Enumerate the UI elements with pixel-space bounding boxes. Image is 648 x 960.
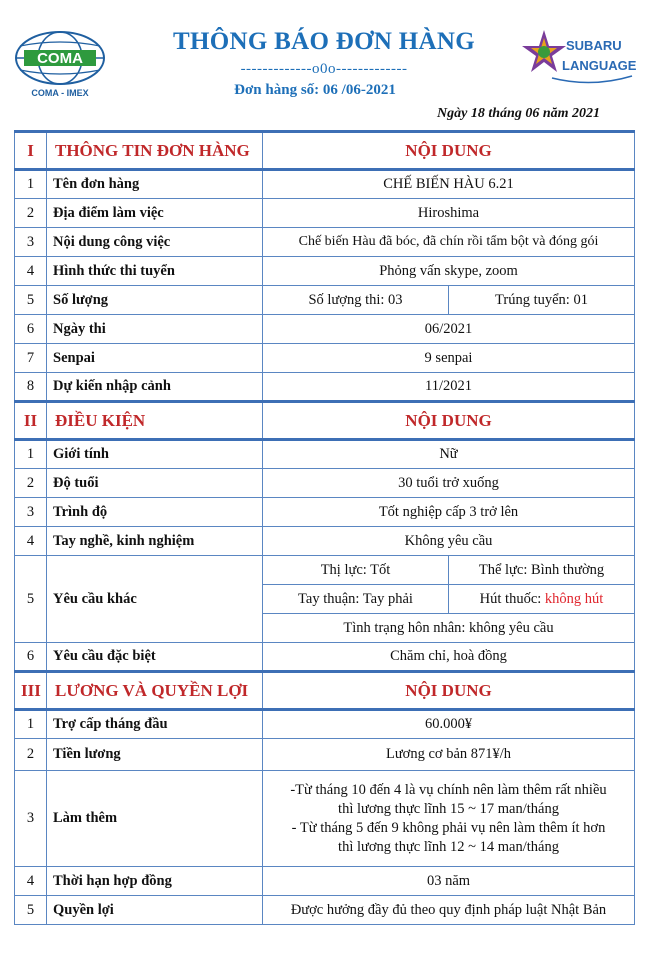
row-value: 30 tuổi trở xuống [263,469,635,498]
table-row [15,257,635,286]
table-row [15,315,635,344]
row-number: 3 [15,228,47,257]
row-number: 4 [15,867,47,896]
row-label: Tiền lương [47,739,263,771]
row-label: Tên đơn hàng [47,170,263,199]
table-row [15,867,635,896]
row-value: 11/2021 [263,373,635,402]
row-value: 9 senpai [263,344,635,373]
row-number: 7 [15,344,47,373]
row-value: Được hưởng đầy đủ theo quy định pháp luật Nhật Bản [263,896,635,925]
section-roman: III [15,672,47,710]
table-row [15,199,635,228]
document-date: Ngày 18 tháng 06 năm 2021 [437,106,600,121]
overtime-line: thì lương thực lĩnh 12 ~ 14 man/tháng [338,838,559,855]
subaru-logo-line2: LANGUAGE [562,58,637,73]
row-number: 6 [15,643,47,672]
row-number: 3 [15,498,47,527]
overtime-details [263,771,635,867]
exam-count: Số lượng thi: 03 [263,286,449,315]
coma-logo-text: COMA [37,50,83,67]
smoking-value: không hút [544,590,604,607]
row-label: Trợ cấp tháng đầu [47,710,263,739]
row-number: 3 [15,771,47,867]
table-row [15,228,635,257]
section-title: LƯƠNG VÀ QUYỀN LỢI [47,672,263,710]
table-row [15,170,635,199]
row-label: Trình độ [47,498,263,527]
row-number: 4 [15,527,47,556]
smoking-label: Hút thuốc: [479,590,545,607]
row-number: 1 [15,170,47,199]
row-value: Lương cơ bản 871¥/h [263,739,635,771]
section-header [15,402,635,440]
document-header [0,0,648,130]
section-roman: II [15,402,47,440]
order-number: Đơn hàng số: 06 /06-2021 [234,82,396,98]
row-value: Hiroshima [263,199,635,228]
table-row [15,344,635,373]
row-label: Yêu cầu đặc biệt [47,643,263,672]
row-number: 4 [15,257,47,286]
row-label: Số lượng [47,286,263,315]
row-label: Quyền lợi [47,896,263,925]
coma-logo-subtext: COMA - IMEX [31,88,89,98]
smoking-requirement [449,585,635,614]
row-value: CHẾ BIẾN HÀU 6.21 [263,170,635,199]
marital-requirement: Tình trạng hôn nhân: không yêu cầu [263,614,635,643]
row-value: 03 năm [263,867,635,896]
row-label: Tay nghề, kinh nghiệm [47,527,263,556]
table-row [15,710,635,739]
row-value: 06/2021 [263,315,635,344]
section-content-heading: NỘI DUNG [263,402,635,440]
table-row [15,498,635,527]
row-label: Senpai [47,344,263,373]
table-row [15,643,635,672]
row-label: Độ tuổi [47,469,263,498]
subaru-language-logo [522,26,640,92]
overtime-line: thì lương thực lĩnh 15 ~ 17 man/tháng [338,800,559,817]
row-label: Yêu cầu khác [47,556,263,643]
row-value: Tốt nghiệp cấp 3 trở lên [263,498,635,527]
passed-count: Trúng tuyển: 01 [449,286,635,315]
table-row [15,556,635,585]
table-row [15,739,635,771]
overtime-line: -Từ tháng 10 đến 4 là vụ chính nên làm thêm rất nhiều [290,781,607,798]
section-content-heading: NỘI DUNG [263,132,635,170]
table-row [15,896,635,925]
row-label: Ngày thi [47,315,263,344]
row-label: Hình thức thi tuyển [47,257,263,286]
row-label: Nội dung công việc [47,228,263,257]
row-number: 1 [15,440,47,469]
row-number: 8 [15,373,47,402]
row-label: Địa điểm làm việc [47,199,263,228]
table-row [15,527,635,556]
table-row [15,286,635,315]
row-label: Giới tính [47,440,263,469]
overtime-line: - Từ tháng 5 đến 9 không phải vụ nên làm thêm ít hơn [291,819,606,836]
row-value: 60.000¥ [263,710,635,739]
title-ornament: -------------o0o------------- [240,61,408,77]
table-row [15,469,635,498]
row-value: Chế biến Hàu đã bóc, đã chín rồi tẩm bột và đóng gói [263,228,635,257]
row-number: 6 [15,315,47,344]
row-label: Dự kiến nhập cảnh [47,373,263,402]
row-number: 1 [15,710,47,739]
row-number: 5 [15,896,47,925]
row-value: Nữ [263,440,635,469]
row-number: 5 [15,556,47,643]
row-number: 2 [15,199,47,228]
row-value: Không yêu cầu [263,527,635,556]
row-value: Chăm chỉ, hoà đồng [263,643,635,672]
vision-requirement: Thị lực: Tốt [263,556,449,585]
row-number: 2 [15,739,47,771]
section-roman: I [15,132,47,170]
table-row [15,440,635,469]
row-number: 2 [15,469,47,498]
page-title: THÔNG BÁO ĐƠN HÀNG [173,28,475,55]
row-label: Thời hạn hợp đồng [47,867,263,896]
table-row [15,771,635,867]
subaru-logo-line1: SUBARU [566,38,622,53]
row-value: Phỏng vấn skype, zoom [263,257,635,286]
table-row [15,373,635,402]
row-number: 5 [15,286,47,315]
section-content-heading: NỘI DUNG [263,672,635,710]
row-label: Làm thêm [47,771,263,867]
section-title: THÔNG TIN ĐƠN HÀNG [47,132,263,170]
dominant-hand-requirement: Tay thuận: Tay phải [263,585,449,614]
section-header [15,132,635,170]
order-table [14,130,635,925]
physical-requirement: Thể lực: Bình thường [449,556,635,585]
section-title: ĐIỀU KIỆN [47,402,263,440]
section-header [15,672,635,710]
